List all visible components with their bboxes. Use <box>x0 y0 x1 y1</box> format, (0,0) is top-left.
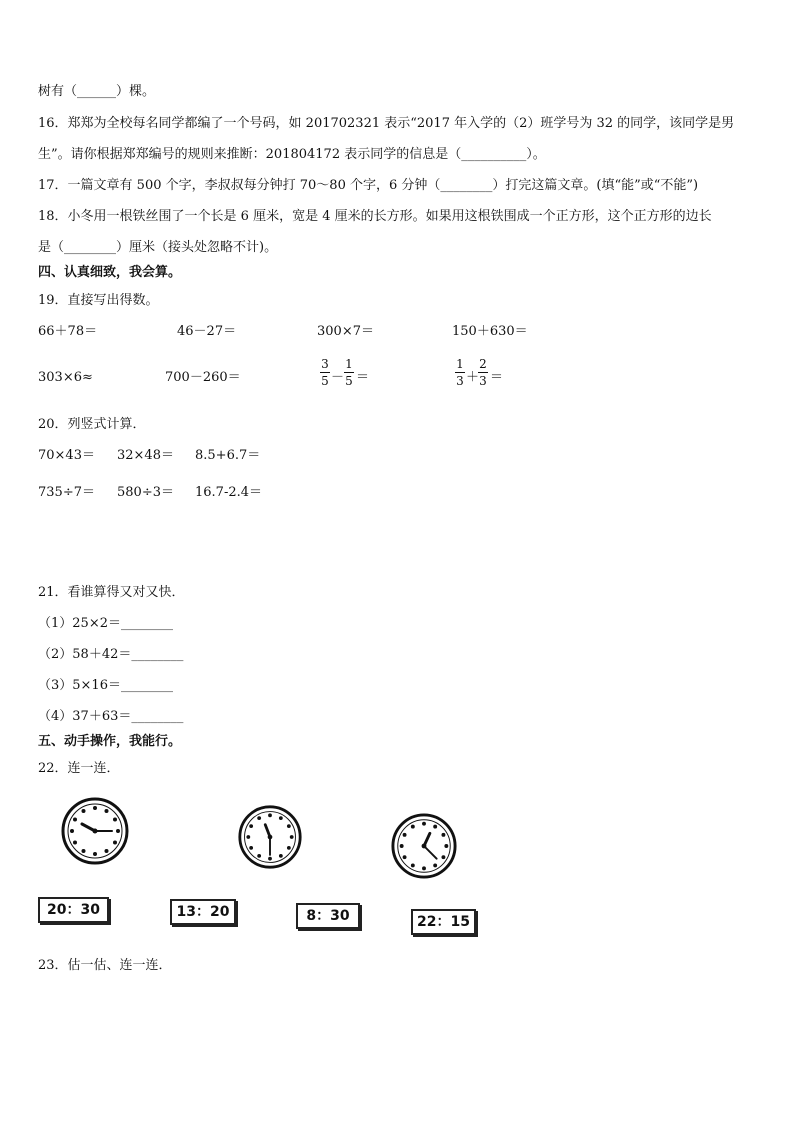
q21-item: （2）58＋42＝________ <box>38 647 184 662</box>
fraction-numerator: 1 <box>345 357 353 371</box>
q20-title: 20．列竖式计算． <box>38 417 146 432</box>
q19-expr: 300×7＝ <box>317 324 374 339</box>
q15-tail-text: 树有（______）棵。 <box>38 84 156 99</box>
fraction-operator: ＋ <box>466 370 480 385</box>
q19-expr: 66＋78＝ <box>38 324 98 339</box>
section-4-heading: 四、认真细致，我会算。 <box>38 265 182 280</box>
fraction-denominator: 3 <box>479 374 487 388</box>
q16-line1: 16．郑郑为全校每名同学都编了一个号码，如 201702321 表示“2017 年入学的（2）班学号为 32 的同学，该同学是男 <box>38 116 735 131</box>
fraction-denominator: 3 <box>456 374 464 388</box>
fraction-numerator: 3 <box>321 357 329 371</box>
q20-expr: 70×43＝ <box>38 448 95 463</box>
q21-item: （1）25×2＝________ <box>38 616 173 631</box>
q19-expr: 46－27＝ <box>177 324 237 339</box>
q16-line2: 生”。请你根据郑郑编号的规则来推断：201804172 表示同学的信息是（__________）。 <box>38 147 546 162</box>
time-box[interactable]: 22：15 <box>411 909 476 935</box>
time-box[interactable]: 20：30 <box>38 897 109 923</box>
fraction-bar <box>344 372 354 373</box>
fraction-bar <box>455 372 465 373</box>
time-box[interactable]: 8：30 <box>296 903 360 929</box>
q18-line2: 是（________）厘米（接头处忽略不计)。 <box>38 240 278 255</box>
q21-title: 21．看谁算得又对又快． <box>38 585 185 600</box>
clock-icon <box>390 812 458 880</box>
q19-expr: 700－260＝ <box>165 370 241 385</box>
fraction-numerator: 1 <box>456 357 464 371</box>
clock-icon <box>237 804 303 870</box>
q20-expr: 16.7-2.4＝ <box>195 485 263 500</box>
q20-expr: 580÷3＝ <box>117 485 174 500</box>
fraction-equals: ＝ <box>356 370 370 385</box>
q19-fraction <box>478 357 488 388</box>
q19-title: 19．直接写出得数。 <box>38 293 159 308</box>
clock-icon <box>60 796 130 866</box>
q21-item: （3）5×16＝________ <box>38 678 173 693</box>
q19-expr: 150＋630＝ <box>452 324 528 339</box>
fraction-bar <box>478 372 488 373</box>
q23-title: 23．估一估、连一连． <box>38 958 172 973</box>
q20-expr: 735÷7＝ <box>38 485 95 500</box>
fraction-denominator: 5 <box>345 374 353 388</box>
q17-text: 17．一篇文章有 500 个字，李叔叔每分钟打 70～80 个字，6 分钟（________）打完这篇文章。(填“能”或“不能”) <box>38 178 699 193</box>
q20-expr: 8.5+6.7＝ <box>195 448 261 463</box>
q20-expr: 32×48＝ <box>117 448 174 463</box>
q19-fraction <box>320 357 330 388</box>
fraction-numerator: 2 <box>479 357 487 371</box>
fraction-equals: ＝ <box>490 370 504 385</box>
fraction-operator: － <box>331 370 345 385</box>
time-box[interactable]: 13：20 <box>170 899 236 925</box>
q18-line1: 18．小冬用一根铁丝围了一个长是 6 厘米，宽是 4 厘米的长方形。如果用这根铁围成一个正方形，这个正方形的边长 <box>38 209 712 224</box>
q19-expr: 303×6≈ <box>38 370 93 385</box>
q22-title: 22．连一连． <box>38 761 120 776</box>
q19-fraction <box>455 357 465 388</box>
q19-fraction <box>344 357 354 388</box>
fraction-bar <box>320 372 330 373</box>
fraction-denominator: 5 <box>321 374 329 388</box>
section-5-heading: 五、动手操作，我能行。 <box>38 734 182 749</box>
q21-item: （4）37＋63＝________ <box>38 709 184 724</box>
